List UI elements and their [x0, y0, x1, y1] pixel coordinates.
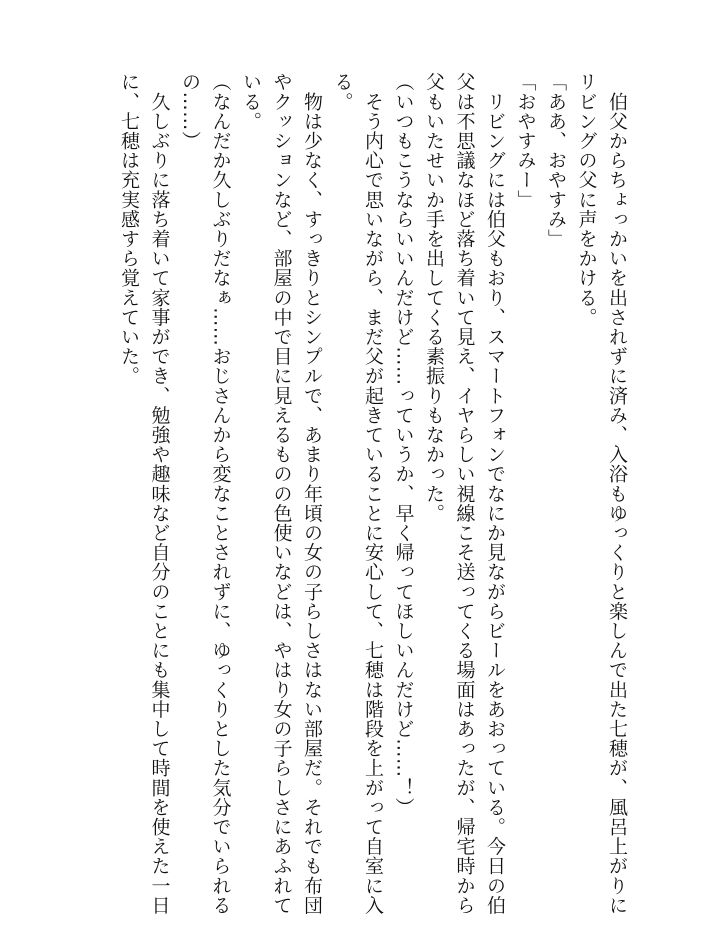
vertical-text-body: [114, 72, 633, 915]
text-line: 父は不思議なほど落ち着いて見え、イヤらしい視線こそ送ってくる場面はあったが、帰宅時から: [453, 72, 476, 915]
text-line: リビングには伯父もおり、スマートフォンでなにか見ながらビールをあおっている。今日の伯: [484, 72, 506, 915]
text-line: （いつもこうならいいんだけど……っていうか、早く帰ってほしいんだけど……！）: [392, 72, 415, 817]
text-line: の……）: [179, 72, 201, 151]
text-line: いる。: [240, 72, 262, 131]
text-line: 父もいたせいか手を出してくる素振りもなかった。: [423, 72, 445, 523]
text-line: る。: [331, 72, 354, 112]
text-line: 伯父からちょっかいを出されずに済み、入浴もゆっくりと楽しんで出た七穂が、風呂上がりに: [606, 72, 628, 915]
text-line: （なんだか久しぶりだなぁ……おじさんから変なことされずに、ゆっくりとした気分でいられる: [209, 72, 232, 915]
text-line: 「ああ、おやすみ」: [545, 72, 567, 249]
text-line: リビングの父に声をかける。: [575, 72, 598, 327]
text-line: 物は少なく、すっきりとシンプルで、あまり年頃の女の子らしさはない部屋だ。それでも布団: [301, 72, 323, 915]
text-line: に、七穂は充実感すら覚えていた。: [118, 72, 140, 386]
text-line: そう内心で思いながら、まだ父が起きていることに安心して、七穂は階段を上がって自室に入: [362, 72, 384, 915]
text-line: 「おやすみー」: [514, 72, 537, 210]
text-line: やクッションなど、部屋の中で目に見えるものの色使いなどは、やはり女の子らしさにあふれて: [270, 72, 293, 915]
text-line: 久しぶりに落ち着いて家事ができ、勉強や趣味など自分のことにも集中して時間を使えた一日: [148, 72, 171, 915]
